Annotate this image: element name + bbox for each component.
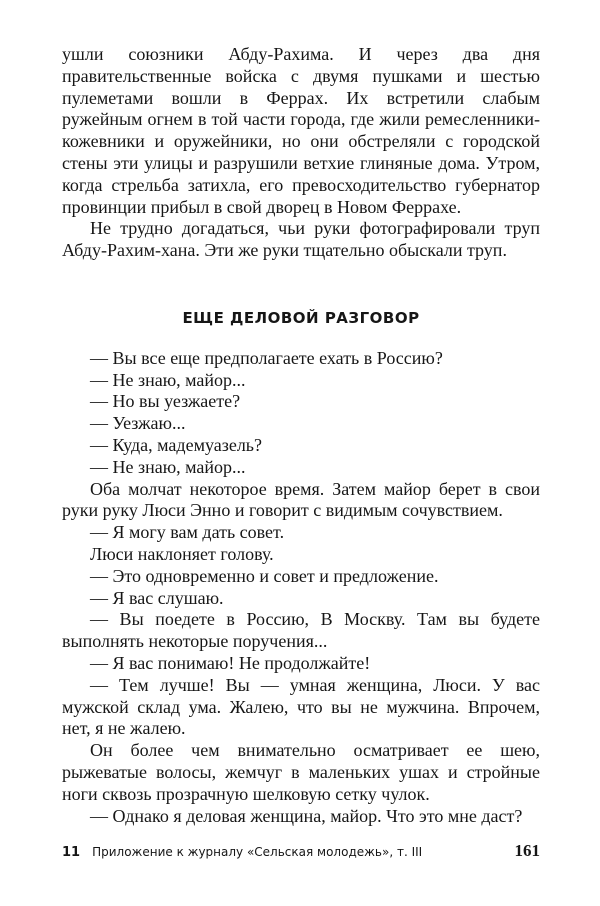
section-heading: ЕЩЕ ДЕЛОВОЙ РАЗГОВОР [182, 308, 420, 327]
dialog-line: — Но вы уезжаете? [90, 391, 241, 412]
paragraph-1: ушли союзники Абду-Рахима. И через два дня правительственные войска с двумя пушками и шестью пулеметами вошли в Феррах. Их встретили слабым ружейным огнем в той части города, где жили ремесленники-кожевники и оружейники, но они обстреляли с городской стены эти улицы и разрушили ветхие глиняные дома. Утром, когда стрельба затихла, его превосходительство губернатор провинции прибыл в свой дворец в Новом Феррахе. [62, 44, 540, 217]
narrative-paragraph: Оба молчат некоторое время. Затем майор берет в свои руки руку Люси Энно и говорит с видимым сочувствием. [62, 478, 540, 521]
dialog-line: — Однако я деловая женщина, майор. Что это мне даст? [90, 805, 523, 826]
dialog-line: — Куда, мадемуазель? [90, 434, 262, 455]
dialog-line: — Я вас слушаю. [90, 587, 224, 608]
dialog-line: — Вы все еще предполагаете ехать в Россию? [90, 347, 443, 368]
page-footer [62, 841, 540, 861]
footer-left [62, 845, 422, 860]
dialog-line: — Не знаю, майор... [90, 456, 246, 477]
signature-mark: 11 [62, 845, 81, 860]
dialog-line: — Я вас понимаю! Не продолжайте! [90, 652, 371, 673]
dialog-line: — Уезжаю... [90, 413, 186, 434]
dialog-line: — Я могу вам дать совет. [90, 522, 285, 543]
dialog-line: — Тем лучше! Вы — умная женщина, Люси. У вас мужской склад ума. Жалею, что вы не мужчина. Впрочем, нет, я не жалею. [62, 674, 540, 739]
paragraph-2: Не трудно догадаться, чьи руки фотографировали труп Абду-Рахим-хана. Эти же руки тщательно обыскали труп. [62, 218, 540, 261]
footer-caption: Приложение к журналу «Сельская молодежь», т. III [92, 845, 423, 859]
page-number: 161 [514, 841, 540, 860]
page-body [62, 44, 540, 827]
narrative-paragraph: Люси наклоняет голову. [90, 543, 274, 564]
dialog-line: — Не знаю, майор... [90, 369, 246, 390]
dialog-line: — Вы поедете в Россию, В Москву. Там вы будете выполнять некоторые поручения... [62, 609, 540, 652]
dialog-line: — Это одновременно и совет и предложение. [90, 565, 439, 586]
narrative-paragraph: Он более чем внимательно осматривает ее шею, рыжеватые волосы, жемчуг в маленьких ушах и стройные ноги сквозь прозрачную шелковую сетку чулок. [62, 740, 540, 804]
